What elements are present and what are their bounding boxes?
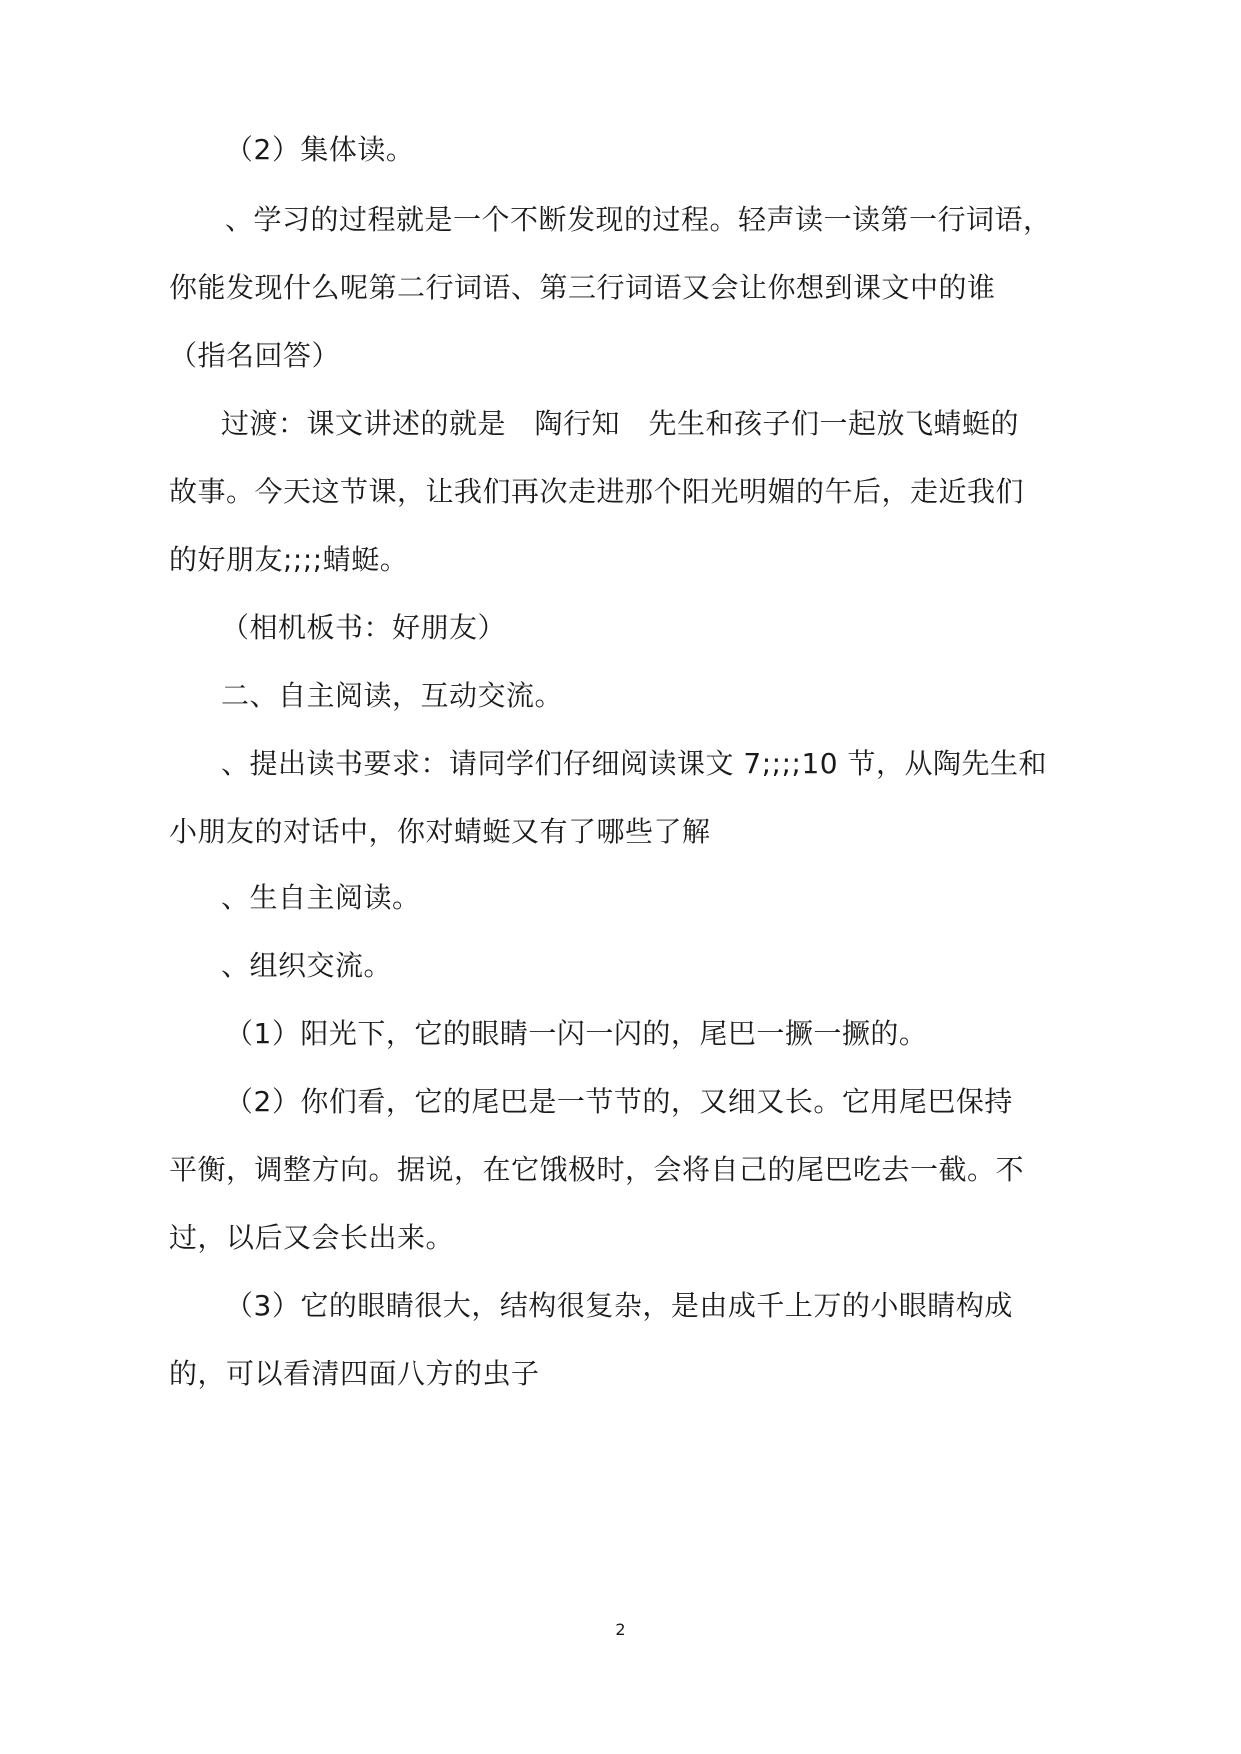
text-line: （3）它的眼睛很大，结构很复杂，是由成千上万的小眼睛构成 [225,1289,1013,1322]
text-line: 小朋友的对话中，你对蜻蜓又有了哪些了解 [169,815,711,848]
text-line: 过渡：课文讲述的就是 陶行知 先生和孩子们一起放飞蜻蜓的 [221,407,1020,440]
text-line: （1）阳光下，它的眼睛一闪一闪的，尾巴一撅一撅的。 [225,1017,928,1050]
text-line: 、提出读书要求：请同学们仔细阅读课文 7;;;;10 节，从陶先生和 [221,747,1047,780]
text-line: （2）集体读。 [225,133,415,166]
text-line: 过，以后又会长出来。 [169,1221,455,1254]
text-line: 故事。今天这节课，让我们再次走进那个阳光明媚的午后，走近我们 [169,475,1025,508]
text-line: 的，可以看清四面八方的虫子 [169,1357,540,1390]
text-line: 二、自主阅读，互动交流。 [221,679,564,712]
text-line: 、学习的过程就是一个不断发现的过程。轻声读一读第一行词语， [225,203,1052,236]
text-line: 你能发现什么呢第二行词语、第三行词语又会让你想到课文中的谁 [169,271,996,304]
text-line: 平衡，调整方向。据说，在它饿极时，会将自己的尾巴吃去一截。不 [169,1153,1025,1186]
text-line: （2）你们看，它的尾巴是一节节的，又细又长。它用尾巴保持 [225,1085,1013,1118]
text-line: （指名回答） [169,339,341,372]
text-line: 、组织交流。 [221,949,393,982]
page-number: 2 [615,1620,626,1639]
text-line: （相机板书：好朋友） [221,611,507,644]
text-line: 、生自主阅读。 [221,881,421,914]
text-line: 的好朋友;;;;蜻蜓。 [169,543,409,576]
